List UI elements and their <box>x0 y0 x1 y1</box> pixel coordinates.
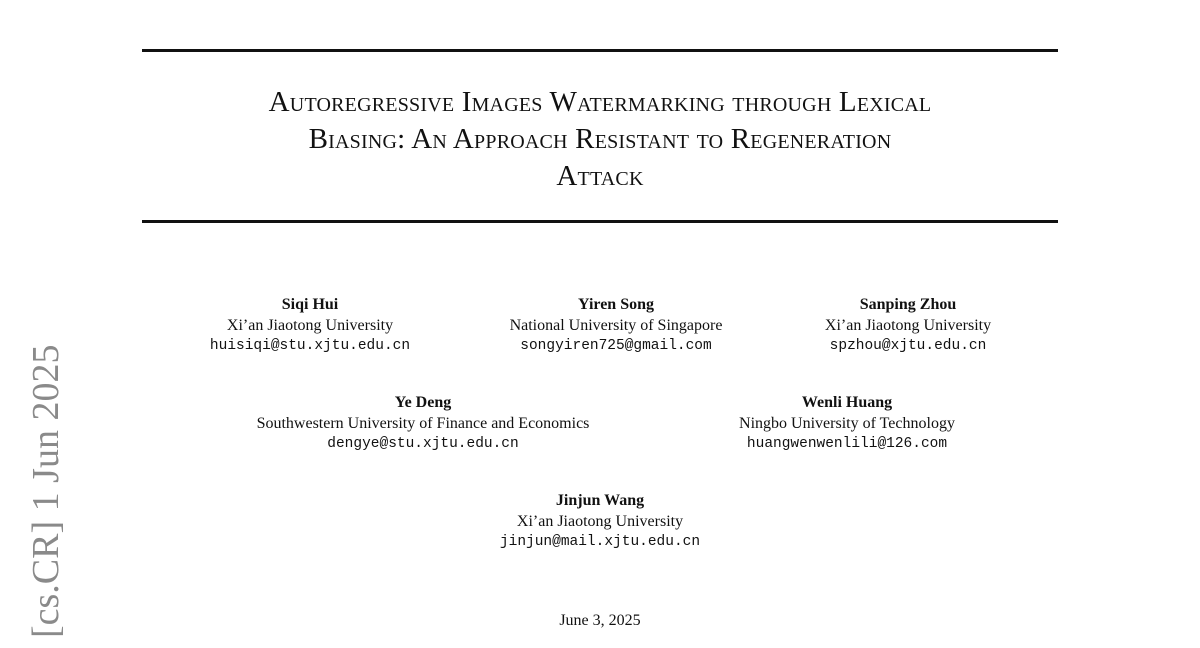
author-block <box>193 392 653 455</box>
author-email[interactable]: jinjun@mail.xjtu.edu.cn <box>499 534 701 550</box>
title-line-3: Attack <box>556 160 644 192</box>
title-line-1: Autoregressive Images Watermarking through Lexical <box>268 86 932 118</box>
author-name: Sanping Zhou <box>859 296 957 313</box>
publication-date: June 3, 2025 <box>559 612 641 629</box>
author-affiliation: Xi’an Jiaotong University <box>516 513 684 530</box>
author-email[interactable]: huisiqi@stu.xjtu.edu.cn <box>209 338 411 354</box>
author-affiliation: National University of Singapore <box>509 317 723 334</box>
author-email[interactable]: huangwenwenlili@126.com <box>746 436 948 452</box>
author-name: Siqi Hui <box>281 296 339 313</box>
author-name: Wenli Huang <box>801 394 893 411</box>
arxiv-stamp: [cs.CR] 1 Jun 2025 <box>25 344 67 638</box>
title-rule-bottom <box>142 220 1058 223</box>
title-line-2: Biasing: An Approach Resistant to Regeneration <box>308 123 892 155</box>
author-name: Ye Deng <box>394 394 452 411</box>
title-rule-top <box>142 49 1058 52</box>
author-block <box>617 392 1077 455</box>
author-email[interactable]: dengye@stu.xjtu.edu.cn <box>327 436 519 452</box>
author-block <box>678 294 1138 357</box>
author-email[interactable]: songyiren725@gmail.com <box>520 338 712 354</box>
author-affiliation: Ningbo University of Technology <box>739 415 955 432</box>
paper-title <box>142 84 1058 195</box>
author-name: Jinjun Wang <box>555 492 645 509</box>
author-affiliation: Xi’an Jiaotong University <box>226 317 394 334</box>
author-affiliation: Xi’an Jiaotong University <box>824 317 992 334</box>
author-email[interactable]: spzhou@xjtu.edu.cn <box>829 338 987 354</box>
author-affiliation: Southwestern University of Finance and Economics <box>256 415 590 432</box>
author-name: Yiren Song <box>577 296 654 313</box>
author-block <box>370 490 830 553</box>
